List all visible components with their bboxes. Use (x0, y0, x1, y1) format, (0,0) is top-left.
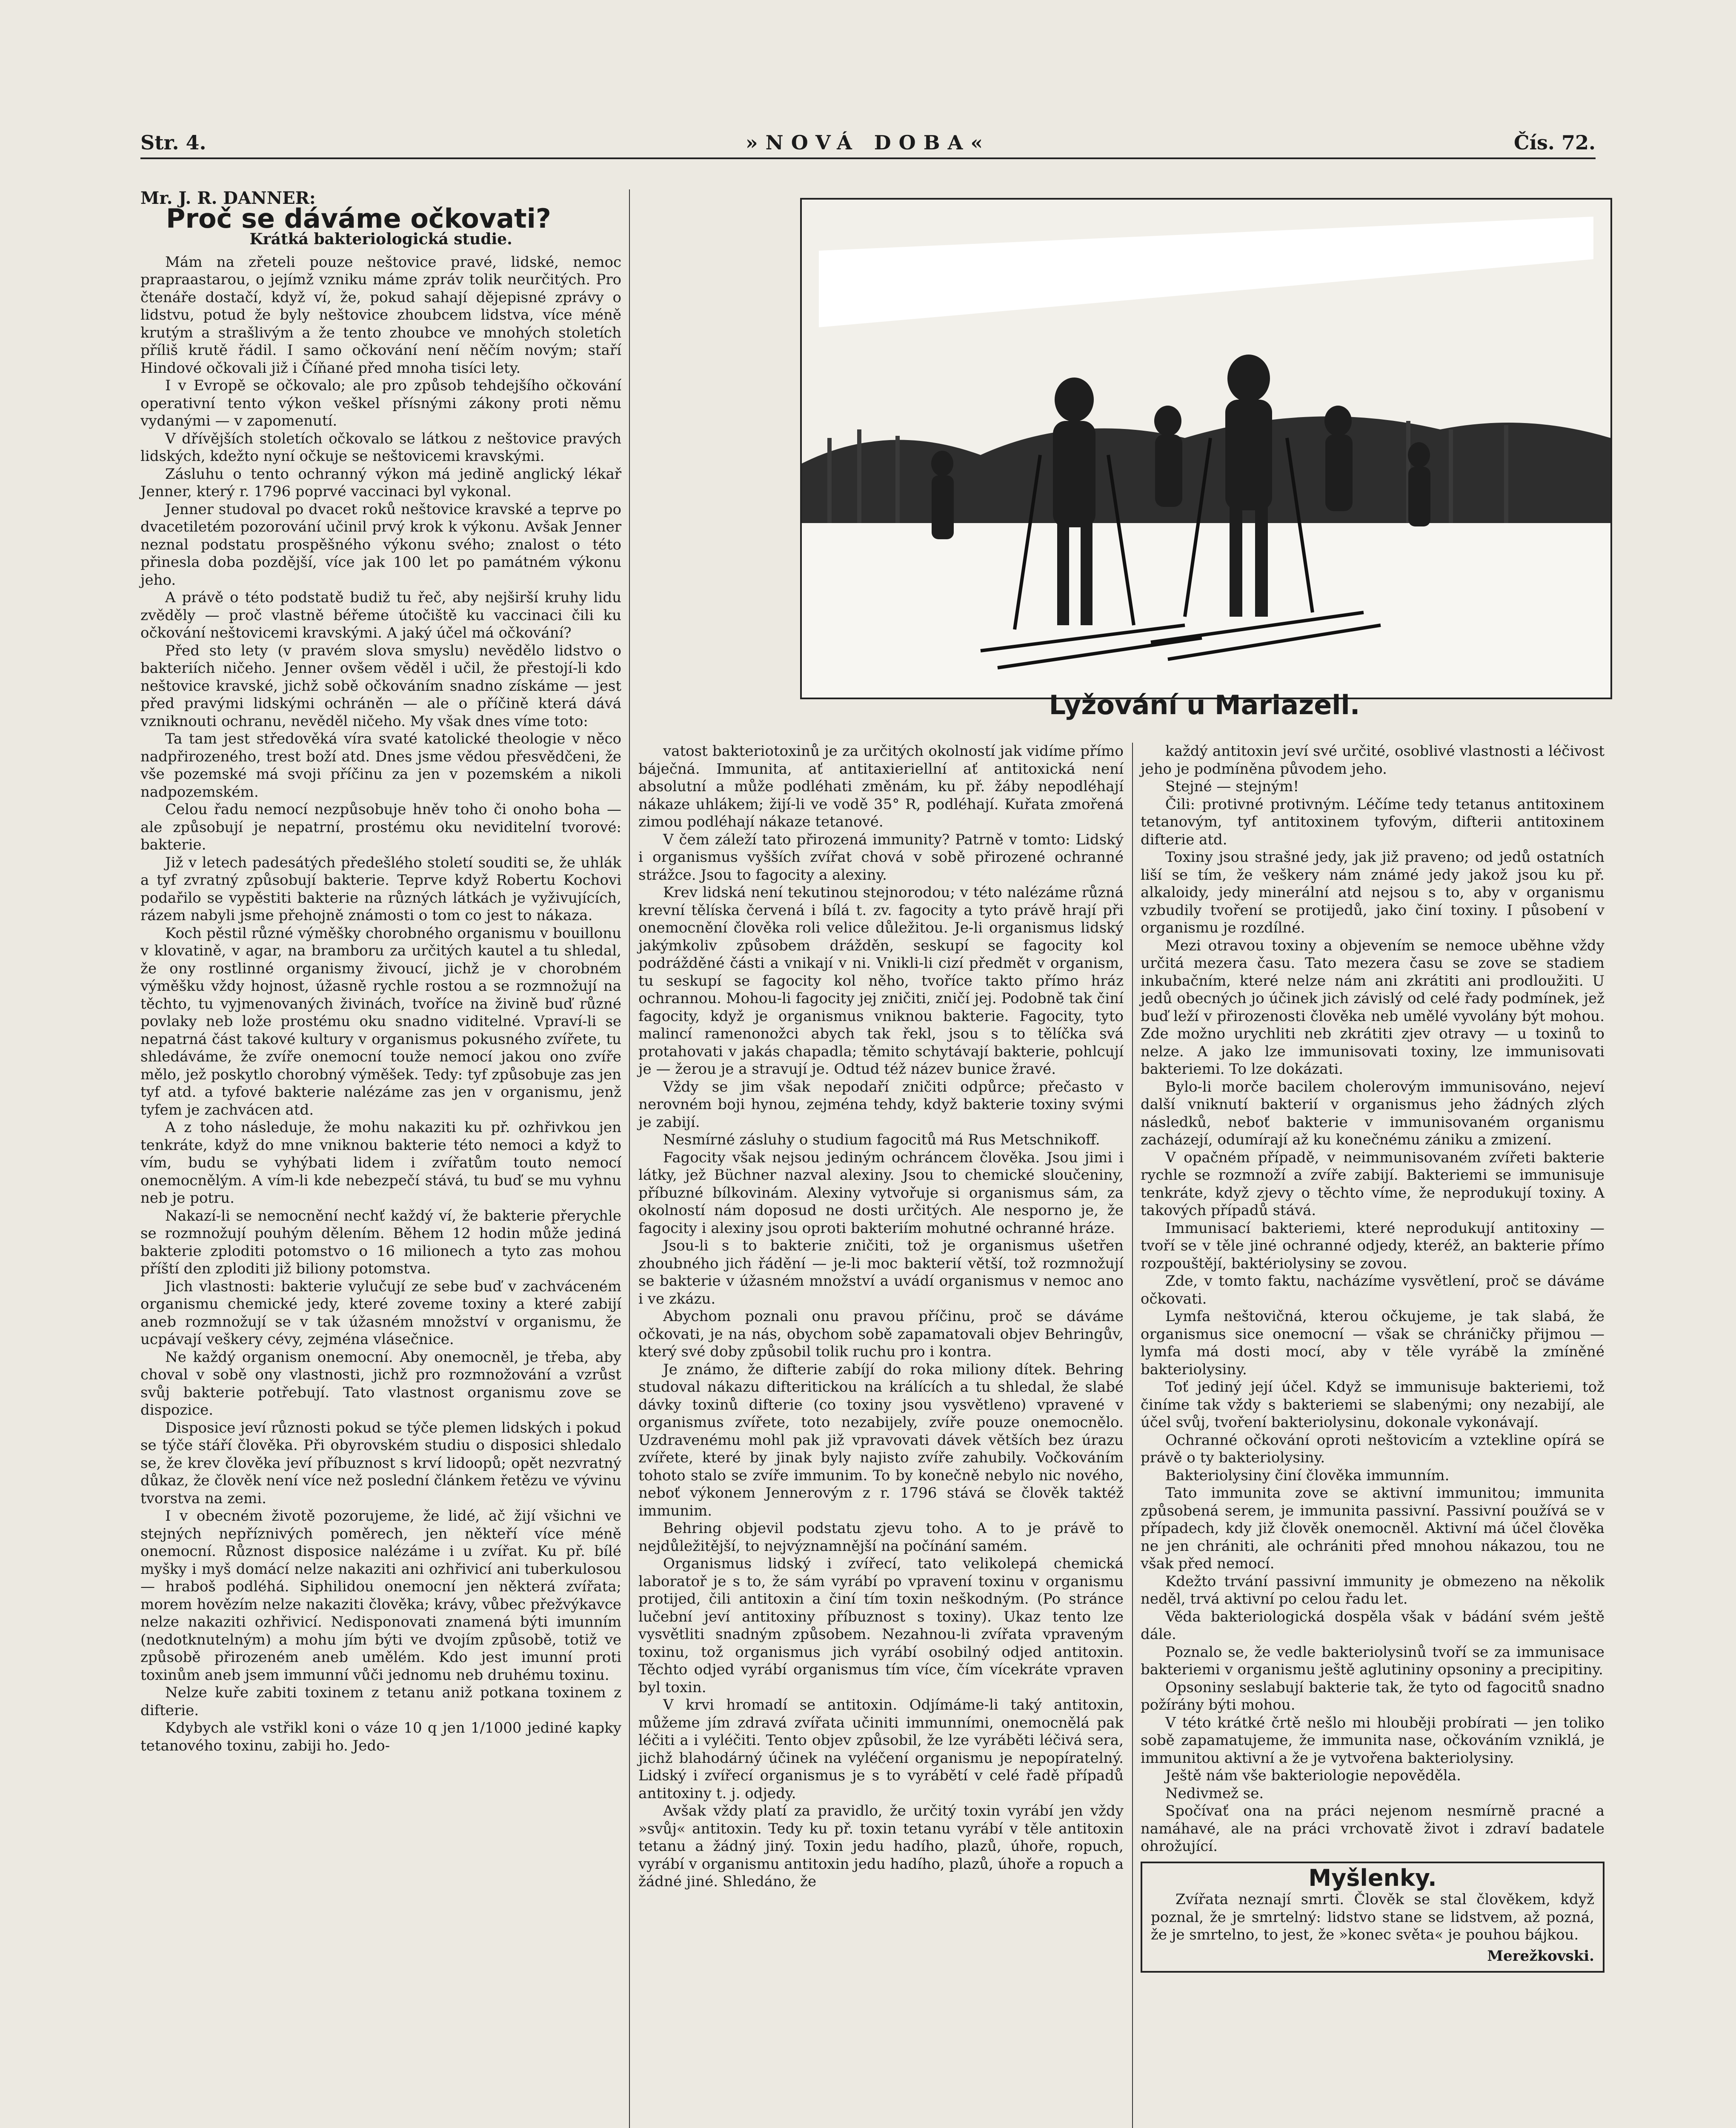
skiers-illustration (802, 200, 1610, 698)
paragraph: Nelze kuře zabiti toxinem z tetanu aniž potkana toxinem z difterie. (140, 1684, 621, 1719)
paragraph: Toxiny jsou strašné jedy, jak již praveno; od jedů ostatních liší se tím, že veškery nám známé jedy jakož jsou ku př. alkaloidy, jedy minerální atd nejsou s to, aby v organismu vzbudily tvoření se protijedů, jako činí toxiny. I působení v organismu je rozdílné. (1141, 849, 1604, 936)
page-number: Str. 4. (140, 131, 206, 154)
article-column-2 (638, 743, 1124, 1891)
paragraph: Nedivmež se. (1165, 1785, 1264, 1802)
paragraph: Mám na zřeteli pouze neštovice pravé, lidské, nemoc prapraastarou, o jejímž vzniku máme zpráv tolik neurčitých. Pro čtenáře dostačí, když ví, že, pokud sahají dějepisné zprávy o lidstvu, potud že byly neštovice zhoubcem lidstva, více méně krutým a strašlivým a že tento zhoubce ve mnohých stoletích příliš krutě řádil. I samo očkování není něčím novým; staří Hindové očkovali již i Číňané před mnoha tisíci lety. (140, 253, 621, 377)
paragraph: Je známo, že difterie zabíjí do roka miliony dítek. Behring studoval nákazu difteritickou na králících a tu shledal, že slabé dávky toxinů difterie (co toxiny jsou vysvětleno) vpravené v organismus zvířete, toto nezabijely, zvíře pouze onemocnělo. Uzdravenému mohl pak již vpravovati dávek větších bez úrazu zvířete, které by jinak byly najisto zvíře zahubily. Vočkováním tohoto stalo se zvíře immunim. To by konečně nebylo nic nového, neboť výkonem Jennerovým z r. 1796 stává se člověk taktéž immunim. (638, 1361, 1124, 1519)
column-2-text (638, 743, 1124, 1891)
article-subtitle: Krátká bakteriologická studie. (249, 230, 512, 248)
paragraph: Jenner studoval po dvacet roků neštovice kravské a teprve po dvacetiletém pozorování učinil prvý krok k výkonu. Avšak Jenner neznal podstatu prospěšného výkonu svého; znalost o této přinesla doba pozdější, více jak 100 let po památném výkonu jeho. (140, 501, 621, 589)
paragraph: V dřívějších stoletích očkovalo se látkou z neštovice pravých lidských, kdežto nyní očkuje se neštovicemi kravskými. (140, 430, 621, 465)
paragraph: Již v letech padesátých předešlého století souditi se, že uhlák a tyf zvratný způsobují bakterie. Teprve když Robertu Kochovi podařilo se vypěstiti bakterie na různých látkách je vyživujících, rázem nabyli jsme přehojně známosti o tom co jest to nákaza. (140, 854, 621, 924)
article-column-3 (1141, 743, 1604, 1973)
column-divider (1132, 743, 1133, 2128)
newspaper-title: »NOVÁ DOBA« (745, 131, 991, 154)
paragraph: Nakazí-li se nemocnění nechť každý ví, že bakterie přerychle se rozmnožují pouhým dělením. Během 12 hodin může jediná bakterie zploditi potomstvo o 16 milionech a tyto zas mohou příští den zploditi již biliony potomstva. (140, 1207, 621, 1277)
paragraph: Abychom poznali onu pravou příčinu, proč se dáváme očkovati, je na nás, obychom sobě zapamatovali objev Behringův, který své doby způsobil tolik ruchu pro i kontra. (638, 1308, 1124, 1360)
paragraph: I v Evropě se očkovalo; ale pro způsob tehdejšího očkování operativní tento výkon veškel přísnými zákony proti němu vydanými — v zapomenutí. (140, 377, 621, 429)
paragraph: Toť jediný její účel. Když se immunisuje bakteriemi, tož činíme tak vždy s bakteriemi se slabenými; ony nezabijí, ale účel svůj, tvoření bakteriolysinu, dokonale vykonávají. (1141, 1379, 1604, 1431)
paragraph: V opačném případě, v neimmunisovaném zvířeti bakterie rychle se rozmnoží a zvíře zabijí. Bakteriemi se immunisuje tenkráte, když zjevy o těchto víme, že neprodukují toxiny. A takových případů stává. (1141, 1149, 1604, 1219)
paragraph: V krvi hromadí se antitoxin. Odjímáme-li taký antitoxin, můžeme jím zdravá zvířata učiniti immunními, onemocnělá pak léčiti a i vyléčiti. Tento objev způsobil, že lze vyráběti léčivá sera, jichž blahodárný účinek na vyléčení organismu je nepopíratelný. Lidský i zvířecí organismus je s to vyrábětí v celé řadě případů antitoxiny t. j. odjedy. (638, 1696, 1124, 1802)
paragraph: A právě o této podstatě budiž tu řeč, aby nejširší kruhy lidu zvěděly — proč vlastně béřeme útočiště ku vaccinaci čili ku očkování neštovicemi kravskými. A jaký účel má očkování? (140, 589, 621, 641)
paragraph: A z toho následuje, že mohu nakaziti ku př. ozhřivkou jen tenkráte, když do mne vniknou bakterie této nemoci a když to vím, budu se vyhýbati lidem i zvířatům touto nemocí onemocnělým. A vím-li kde nebezpečí stává, tu buď se mu vyhnu neb je potru. (140, 1119, 621, 1207)
paragraph: Tato immunita zove se aktivní immunitou; immunita způsobená serem, je immunita passivní. Passivní používá se v případech, kdy již člověk onemocněl. Aktivní má účel člověka ne jen chrániti, ale ochrániti před mnohou nákazou, tou ne však před nemocí. (1141, 1484, 1604, 1572)
box-text: Zvířata neznají smrti. Člověk se stal člověkem, když poznal, že je smrtelný: lidstvo stane se lidstvem, až pozná, že je smrtelno, to jest, že »konec světa« je pouhou bájkou. (1151, 1891, 1594, 1943)
paragraph: V čem záleží tato přirozená immunity? Patrně v tomto: Lidský i organismus vyšších zvířat chová v sobě přirozené ochranné strážce. Jsou to fagocity a alexiny. (638, 831, 1124, 884)
paragraph: Organismus lidský i zvířecí, tato velikolepá chemická laboratoř je s to, že sám vyrábí po vpravení toxinu v organismu protijed, čili antitoxin a činí tím toxin neškodným. (Po stránce lučební jeví antitoxiny příbuznost s toxiny). Ukaz tento lze vysvětliti snadným způsobem. Nezahnou-li zvířata vpraveným toxinu, tož organismus jich vyrábí osobilný odjed antitoxin. Těchto odjed vyrábí organismus tím více, čím vícekráte vpraven byl toxin. (638, 1555, 1124, 1696)
article-author: Mr. J. R. DANNER: (140, 188, 316, 208)
paragraph: Bakteriolysiny činí člověka immunním. (1165, 1467, 1450, 1484)
column-3-text (1141, 743, 1604, 1856)
paragraph: Krev lidská není tekutinou stejnorodou; v této nalézáme různá krevní tělíska červená i bílá t. zv. fagocity a tyto právě hrají při onemocnění člověka roli velice důležitou. Je-li organismus lidský jakýmkoliv způsobem drážděn, seskupí se fagocity kol podrážděné části a vnikají v ni. Vnikli-li cizí předmět v organism, tu seskupí se fagocity kol něho, tvoříce takto přímo hráz ochrannou. Mohou-li fagocity jej zničiti, zničí jej. Podobně tak činí fagocity, když je organismus vniknou bakterie. Fagocity, tyto malincí ramenonožci abych tak řekl, jsou s to tělíčka svá protahovati v jakás chapadla; těmito schytávají bakterie, pohlcují je — žerou je a stravují je. Odtud též název bunice žravé. (638, 884, 1124, 1078)
paragraph: Opsoniny seslabují bakterie tak, že tyto od fagocitů snadno požírány býti mohou. (1141, 1679, 1604, 1713)
paragraph: Zde, v tomto faktu, nacházíme vysvětlení, proč se dáváme očkovati. (1141, 1273, 1604, 1307)
paragraph: Bylo-li morče bacilem cholerovým immunisováno, nejeví další vniknutí bakterií v organismus jeho žádných zlých následků, neboť bakterie v immunisovaném organismu zacházejí, odumírají až ku konečnému zániku a zmizení. (1141, 1078, 1604, 1148)
paragraph: Poznalo se, že vedle bakteriolysinů tvoří se za immunisace bakteriemi v organismu ještě aglutininy opsoniny a precipitiny. (1141, 1643, 1604, 1678)
paragraph: Disposice jeví různosti pokud se týče plemen lidských i pokud se týče stáří člověka. Při obyrovském studiu o disposici shledalo se, že krev člověka jeví příbuznost s krví lidoopů; opět nezvratný důkaz, že člověk není více než poslední článkem řetězu ve vývinu tvorstva na zemi. (140, 1419, 621, 1507)
paragraph: Immunisací bakteriemi, které neprodukují antitoxiny — tvoří se v těle jiné ochranné odjedy, kteréž, an bakterie přímo rozpouštějí, baktériolysiny se zovou. (1141, 1219, 1604, 1272)
paragraph: Čili: protivné protivným. Léčíme tedy tetanus antitoxinem tetanovým, tyf antitoxinem tyfovým, difterii antitoxinem difterie atd. (1141, 795, 1604, 848)
paragraph: Ještě nám vše bakteriologie nepověděla. (1165, 1767, 1461, 1784)
page-header (140, 128, 1596, 159)
paragraph: Behring objevil podstatu zjevu toho. A to je právě to nejdůležitější, to nejvýznamnější na počínání samém. (638, 1520, 1124, 1555)
column-divider (629, 189, 630, 2128)
skiing-photo (800, 198, 1612, 699)
column-1-text (140, 254, 621, 1755)
article-title: Proč se dáváme očkovati? (166, 203, 551, 234)
paragraph: Ta tam jest středověká víra svaté katolické theologie v něco nadpřirozeného, trest boží atd. Dnes jsme vědou přesvědčeni, že vše pozemské má svoji příčinu za jen v pozemském a nikoli nadpozemském. (140, 730, 621, 801)
paragraph: Nesmírné zásluhy o studium fagocitů má Rus Metschnikoff. (663, 1131, 1100, 1148)
paragraph: V této krátké črtě nešlo mi hlouběji probírati — jen toliko sobě zapamatujeme, že immunita nase, očkováním vzniklá, je immunitou aktivní a že je vytvořena bakteriolysiny. (1141, 1714, 1604, 1767)
paragraph: Věda bakteriologická dospěla však v bádání svém ještě dále. (1141, 1608, 1604, 1643)
paragraph: Jich vlastnosti: bakterie vylučují ze sebe buď v zachváceném organismu chemické jedy, které zoveme toxiny a které zabijí aneb rozmnožují se v tak úžasném množství v organismu, že ucpávají veškery cévy, zejména vlásečnice. (140, 1278, 621, 1348)
thoughts-box (1141, 1862, 1604, 1973)
box-signature: Merežkovski. (1487, 1947, 1594, 1965)
paragraph: Zásluhu o tento ochranný výkon má jedině anglický lékař Jenner, který r. 1796 poprvé vaccinaci byl vykonal. (140, 465, 621, 500)
article-column-1 (140, 189, 621, 1755)
paragraph: Mezi otravou toxiny a objevením se nemoce uběhne vždy určitá mezera času. Tato mezera času se zove se stadiem inkubačním, které nelze nám ani zkrátiti ani prodloužiti. U jedů obecných jo účinek jich závislý od celé řady podmínek, jež buď leží v přirozenosti člověka neb umělé vyvolány být mohou. Zde možno urychliti neb zkrátiti zjev otravy — u toxinů to nelze. A jako lze immunisovati toxiny, lze immunisovati bakteriemi. To lze dokázati. (1141, 937, 1604, 1078)
paragraph: Spočívať ona na práci nejenom nesmírně pracné a namáhavé, ale na práci vrchovatě život i zdraví badatele ohrožující. (1141, 1802, 1604, 1855)
paragraph: Kdežto trvání passivní immunity je obmezeno na několik neděl, trvá aktivní po celou řadu let. (1141, 1573, 1604, 1607)
paragraph: Jsou-li s to bakterie zničiti, tož je organismus ušetřen zhoubného jich řádění — je-li moc bakterií větší, tož rozmnožují se bakterie v úžasném množství a uvádí organismus v nemoc ano i ve zkázu. (638, 1237, 1124, 1307)
photo-caption: Lyžování u Mariazell. (1049, 689, 1360, 721)
paragraph: Koch pěstil různé výměšky chorobného organismu v bouillonu v klovatině, v agar, na bramboru za určitých kautel a tu shledal, že ony rostlinné organismy živoucí, jichž je v chorobném výměšku vždy hojnost, úžasně rychle rostou a se rozmnožují na těchto, tu vyjmenovaných živinách, tvoříce na živině buď různé povlaky neb lože prostému oku snadno viditelné. Vpraví-li se nepatrná část takové kultury v organismus pokusného zvířete, tu shledáváme, že zvíře onemocní touže nemocí jakou ono zvíře mělo, jež poskytlo chorobný výměšek. Tedy: tyf způsobuje zas jen tyf atd. a tyfové bakterie nalézáme zas jen v organismu, jenž tyfem je zachvácen atd. (140, 924, 621, 1118)
paragraph: Ochranné očkování oproti neštovicím a vztekline opírá se právě o ty bakteriolysiny. (1141, 1431, 1604, 1466)
issue-number: Čís. 72. (1513, 131, 1596, 154)
paragraph: I v obecném životě pozorujeme, že lidé, ač žijí všichni ve stejných nepříznivých poměrech, jen někteří více méně onemocní. Různost disposice nalézáme i u zvířat. Ku př. bílé myšky i myš domácí nelze nakaziti ani ozhřivicí ani tuberkulosou — hraboš podléhá. Siphilidou onemocní jen některá zvířata; morem hovězím nelze nakaziti člověka; krávy, vůbec přežvýkavce nelze nakaziti ozhřivicí. Nedisponovati znamená býti imunním (nedotknutelným) a mohu jím býti ve dvojím způsobě, totiž ve způsobě přirozeném aneb umělém. Kdo jest imunní proti toxinům aneb jsem immunní vůči jednomu neb druhému toxinu. (140, 1507, 621, 1684)
paragraph: Před sto lety (v pravém slova smyslu) nevědělo lidstvo o bakteriích ničeho. Jenner ovšem věděl i učil, že přestojí-li kdo neštovice kravské, jichž sobě očkováním snadno získáme — jest před pravými lidskými ochráněn — ale o příčině která dává vzniknouti ochranu, nevěděl ničeho. My však dnes víme toto: (140, 642, 621, 730)
paragraph: Lymfa neštovičná, kterou očkujeme, je tak slabá, že organismus sice onemocní — však se chráničky přijmou — lymfa má dosti mocí, aby v těle vyrábě la zmíněné bakteriolysiny. (1141, 1308, 1604, 1378)
paragraph: každý antitoxin jeví své určité, osoblivé vlastnosti a léčivost jeho je podmíněna původem jeho. (1141, 743, 1604, 778)
paragraph: Vždy se jim však nepodaří zničiti odpůrce; přečasto v nerovném boji hynou, zejména tehdy, když bakterie toxiny svými je zabijí. (638, 1078, 1124, 1131)
box-title: Myšlenky. (1308, 1864, 1437, 1891)
paragraph: Fagocity však nejsou jediným ochráncem člověka. Jsou jimi i látky, jež Büchner nazval alexiny. Jsou to chemické sloučeniny, příbuzné bílkovinám. Alexiny vytvořuje si organismus sám, za okolností nám doposud ne dosti určitých. Ale nesporno je, že fagocity i alexiny jsou oproti bakteriím mohutné ochranné hráze. (638, 1149, 1124, 1237)
paragraph: Celou řadu nemocí nezpůsobuje hněv toho či onoho boha — ale způsobují je nepatrní, prostému oku neviditelní tvorové: bakterie. (140, 801, 621, 853)
paragraph: Stejné — stejným! (1165, 778, 1299, 795)
paragraph: vatost bakteriotoxinů je za určitých okolností jak vidíme přímo báječná. Immunita, ať antitaxieriellní ať antitoxická není absolutní a může podléhati změnám, ku př. žáby nepodléhají nákaze uhlákem; žijí-li ve vodě 35° R, podléhají. Kuřata zmořená zimou podléhají nákaze tetanové. (638, 743, 1124, 830)
paragraph: Kdybych ale vstřikl koni o váze 10 q jen 1/1000 jediné kapky tetanového toxinu, zabiji ho. Jedo- (140, 1719, 621, 1754)
paragraph: Avšak vždy platí za pravidlo, že určitý toxin vyrábí jen vždy »svůj« antitoxin. Tedy ku př. toxin tetanu vyrábí v těle antitoxin tetanu a žádný jiný. Toxin jedu hadího, plazů, úhoře, ropuch, vyrábí v organismu antitoxin jedu hadího, plazů, úhoře a ropuch a žádné jiné. Shledáno, že (638, 1802, 1124, 1890)
paragraph: Ne každý organism onemocní. Aby onemocněl, je třeba, aby choval v sobě ony vlastnosti, jichž pro rozmnožování a vzrůst svůj bakterie potřebují. Tato vlastnost organismu zove se dispozice. (140, 1348, 621, 1419)
